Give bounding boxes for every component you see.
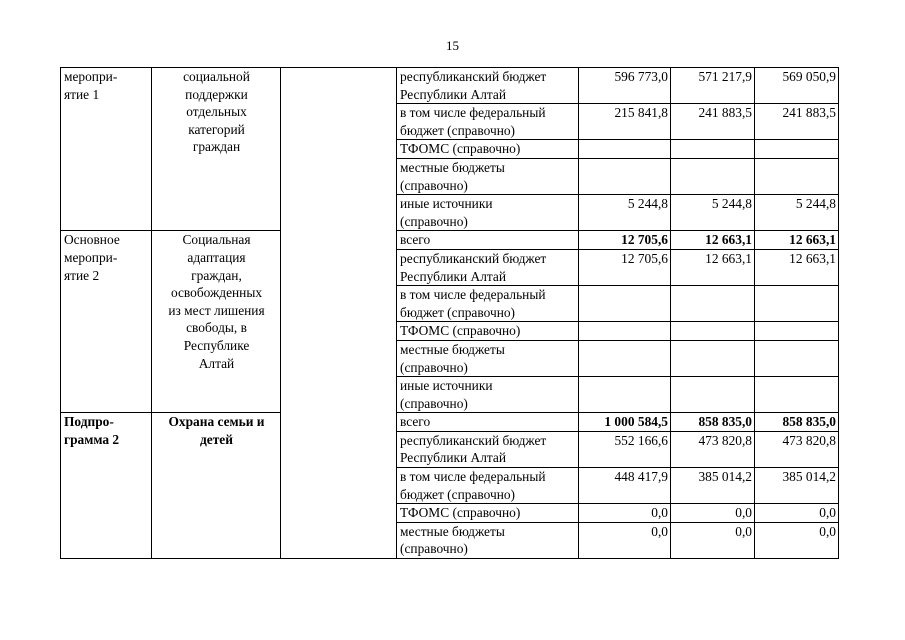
amount-year-2-cell: 241 883,5 <box>671 104 755 140</box>
amount-year-1-cell: 552 166,6 <box>579 431 671 467</box>
funding-source-line: бюджет (справочно) <box>400 486 516 502</box>
program-name-cell <box>152 68 281 231</box>
funding-source-cell <box>397 413 579 432</box>
funding-source-line: всего <box>400 232 431 248</box>
amount-year-3-cell <box>755 286 839 322</box>
amount-year-2-cell <box>671 377 755 413</box>
amount-year-3-cell <box>755 322 839 341</box>
amount-year-1-cell: 12 705,6 <box>579 231 671 250</box>
program-name-line: категорий <box>188 121 245 137</box>
funding-source-line: республиканский бюджет <box>400 432 547 448</box>
program-code-line: меропри- <box>64 249 118 265</box>
amount-year-3-cell: 858 835,0 <box>755 413 839 432</box>
amount-year-1-cell: 5 244,8 <box>579 195 671 231</box>
program-name-line: Социальная <box>182 232 251 248</box>
page-number: 15 <box>446 38 459 53</box>
program-code-cell <box>61 231 152 413</box>
program-code-cell <box>61 68 152 231</box>
program-name-line: Республике <box>183 337 250 353</box>
funding-source-cell <box>397 322 579 341</box>
program-code-line: Подпро- <box>64 414 114 430</box>
amount-year-1-cell <box>579 322 671 341</box>
funding-source-line: Республики Алтай <box>400 86 507 102</box>
funding-source-cell <box>397 104 579 140</box>
amount-year-3-cell: 473 820,8 <box>755 431 839 467</box>
funding-source-cell <box>397 504 579 523</box>
amount-year-2-cell: 0,0 <box>671 522 755 558</box>
amount-year-1-cell <box>579 140 671 159</box>
program-name-cell <box>152 231 281 413</box>
amount-year-2-cell: 858 835,0 <box>671 413 755 432</box>
amount-year-1-cell <box>579 158 671 194</box>
funding-source-line: в том числе федеральный <box>400 469 546 485</box>
amount-year-1-cell: 215 841,8 <box>579 104 671 140</box>
program-name-cell <box>152 413 281 559</box>
funding-source-line: Республики Алтай <box>400 268 507 284</box>
budget-table <box>60 67 839 559</box>
program-code-line: ятие 1 <box>64 86 100 102</box>
funding-source-line: иные источники <box>400 378 493 394</box>
funding-source-cell <box>397 140 579 159</box>
amount-year-2-cell: 12 663,1 <box>671 249 755 285</box>
funding-source-cell <box>397 377 579 413</box>
amount-year-1-cell <box>579 340 671 376</box>
table-row <box>61 68 839 104</box>
funding-source-line: (справочно) <box>400 213 468 229</box>
amount-year-1-cell <box>579 286 671 322</box>
amount-year-2-cell: 385 014,2 <box>671 468 755 504</box>
program-name-line: граждан, <box>191 267 242 283</box>
amount-year-3-cell: 241 883,5 <box>755 104 839 140</box>
funding-source-line: в том числе федеральный <box>400 105 546 121</box>
funding-source-line: иные источники <box>400 196 493 212</box>
funding-source-cell <box>397 249 579 285</box>
program-name-line: свободы, в <box>186 320 247 336</box>
amount-year-3-cell: 569 050,9 <box>755 68 839 104</box>
amount-year-3-cell <box>755 377 839 413</box>
amount-year-2-cell <box>671 158 755 194</box>
amount-year-3-cell: 0,0 <box>755 522 839 558</box>
funding-source-cell <box>397 231 579 250</box>
funding-source-cell <box>397 340 579 376</box>
funding-source-cell <box>397 468 579 504</box>
program-code-line: Основное <box>64 232 120 248</box>
table-row <box>61 413 839 432</box>
program-name-line: освобожденных <box>170 285 263 301</box>
amount-year-3-cell <box>755 140 839 159</box>
funding-source-line: всего <box>400 414 431 430</box>
program-name-line: граждан <box>192 139 241 155</box>
amount-year-2-cell: 571 217,9 <box>671 68 755 104</box>
program-name-line: Охрана семьи и <box>168 414 265 430</box>
funding-source-line: республиканский бюджет <box>400 250 547 266</box>
table-row <box>61 231 839 250</box>
funding-source-line: бюджет (справочно) <box>400 304 516 320</box>
amount-year-1-cell: 12 705,6 <box>579 249 671 285</box>
funding-source-cell <box>397 522 579 558</box>
amount-year-1-cell: 448 417,9 <box>579 468 671 504</box>
funding-source-line: бюджет (справочно) <box>400 122 516 138</box>
program-name-line: Алтай <box>198 355 235 371</box>
amount-year-3-cell <box>755 340 839 376</box>
funding-source-line: республиканский бюджет <box>400 69 547 84</box>
funding-source-line: (справочно) <box>400 541 468 557</box>
funding-source-cell <box>397 286 579 322</box>
amount-year-3-cell: 12 663,1 <box>755 231 839 250</box>
amount-year-1-cell: 0,0 <box>579 504 671 523</box>
amount-year-2-cell <box>671 340 755 376</box>
funding-source-line: (справочно) <box>400 359 468 375</box>
funding-source-line: в том числе федеральный <box>400 287 546 303</box>
program-name-line: детей <box>200 431 233 447</box>
funding-source-cell <box>397 68 579 104</box>
amount-year-2-cell: 5 244,8 <box>671 195 755 231</box>
amount-year-3-cell: 385 014,2 <box>755 468 839 504</box>
amount-year-3-cell: 0,0 <box>755 504 839 523</box>
program-code-cell <box>61 413 152 559</box>
amount-year-2-cell: 0,0 <box>671 504 755 523</box>
amount-year-3-cell <box>755 158 839 194</box>
program-code-line: ятие 2 <box>64 267 100 283</box>
funding-source-cell <box>397 158 579 194</box>
amount-year-2-cell: 473 820,8 <box>671 431 755 467</box>
funding-source-line: местные бюджеты <box>400 341 505 357</box>
program-name-line: поддержки <box>185 86 248 102</box>
funding-source-line: (справочно) <box>400 395 468 411</box>
executor-cell <box>281 68 397 559</box>
funding-source-cell <box>397 195 579 231</box>
amount-year-1-cell: 0,0 <box>579 522 671 558</box>
amount-year-1-cell <box>579 377 671 413</box>
amount-year-3-cell: 12 663,1 <box>755 249 839 285</box>
amount-year-3-cell: 5 244,8 <box>755 195 839 231</box>
program-code-line: меропри- <box>64 69 118 84</box>
amount-year-1-cell: 1 000 584,5 <box>579 413 671 432</box>
amount-year-2-cell <box>671 286 755 322</box>
amount-year-2-cell: 12 663,1 <box>671 231 755 250</box>
program-name-line: адаптация <box>187 249 246 265</box>
funding-source-cell <box>397 431 579 467</box>
funding-source-line: ТФОМС (справочно) <box>400 505 521 521</box>
program-name-line: из мест лишения <box>168 302 265 318</box>
amount-year-1-cell: 596 773,0 <box>579 68 671 104</box>
funding-source-line: местные бюджеты <box>400 159 505 175</box>
funding-source-line: ТФОМС (справочно) <box>400 141 521 157</box>
funding-source-line: Республики Алтай <box>400 450 507 466</box>
funding-source-line: ТФОМС (справочно) <box>400 323 521 339</box>
amount-year-2-cell <box>671 322 755 341</box>
program-name-line: социальной <box>183 69 250 84</box>
program-code-line: грамма 2 <box>64 431 120 447</box>
program-name-line: отдельных <box>186 104 247 120</box>
funding-source-line: (справочно) <box>400 177 468 193</box>
funding-source-line: местные бюджеты <box>400 523 505 539</box>
amount-year-2-cell <box>671 140 755 159</box>
